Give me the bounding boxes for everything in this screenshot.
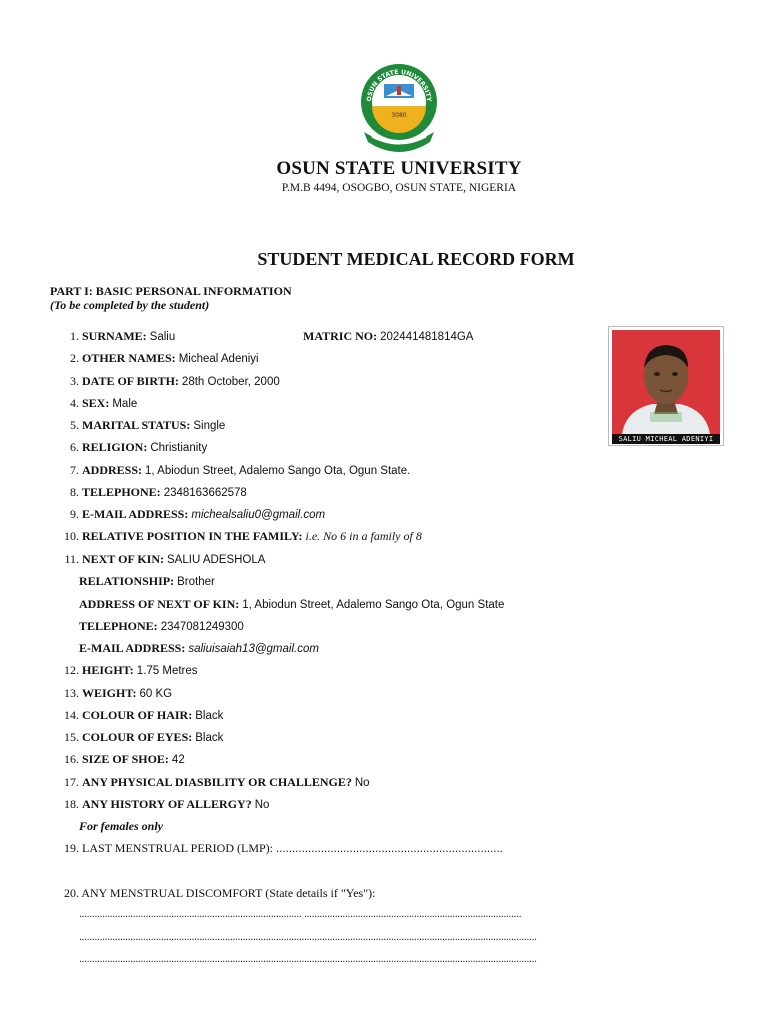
item-next-of-kin: 11. NEXT OF KIN: SALIU ADESHOLA — [64, 552, 266, 566]
seal-arc-text: OSUN STATE UNIVERSITY — [365, 68, 433, 102]
university-name: OSUN STATE UNIVERSITY — [276, 158, 522, 179]
person-portrait-image — [612, 330, 720, 434]
item-last-menstrual-period: 19. LAST MENSTRUAL PERIOD (LMP): ....................................................................... — [64, 841, 503, 855]
item-colour-of-eyes: 15. COLOUR OF EYES: Black — [64, 730, 224, 744]
item-relationship: RELATIONSHIP: Brother — [79, 574, 215, 588]
item-matric-no: MATRIC NO: 202441481814GA — [303, 329, 474, 343]
item-email: 9. E-MAIL ADDRESS: michealsaliu0@gmail.com — [70, 507, 326, 521]
item-next-of-kin-address: ADDRESS OF NEXT OF KIN: 1, Abiodun Street, Adalemo Sango Ota, Ogun State — [79, 597, 505, 611]
part-subtitle: (To be completed by the student) — [50, 298, 210, 312]
item-marital-status: 5. MARITAL STATUS: Single — [70, 418, 226, 432]
item-religion: 6. RELIGION: Christianity — [70, 440, 208, 454]
dotted-answer-line-3: ................................................................................................................................................................................... — [79, 953, 537, 965]
item-relative-position: 10. RELATIVE POSITION IN THE FAMILY: i.e. No 6 in a family of 8 — [64, 529, 422, 543]
item-sex: 4. SEX: Male — [70, 396, 138, 410]
item-size-of-shoe: 16. SIZE OF SHOE: 42 — [64, 752, 185, 766]
item-other-names: 2. OTHER NAMES: Micheal Adeniyi — [70, 351, 259, 365]
item-allergy-history: 18. ANY HISTORY OF ALLERGY? No — [64, 797, 270, 811]
photo-caption: SALIU MICHEAL ADENIYI — [612, 434, 720, 444]
university-seal-logo — [358, 62, 440, 158]
dotted-answer-line-1: ....................................................................................... ..................................................................................... — [79, 908, 522, 920]
part-title: PART I: BASIC PERSONAL INFORMATION — [50, 284, 292, 298]
item-colour-of-hair: 14. COLOUR OF HAIR: Black — [64, 708, 224, 722]
university-address: P.M.B 4494, OSOGBO, OSUN STATE, NIGERIA — [281, 182, 517, 194]
item-telephone: 8. TELEPHONE: 2348163662578 — [70, 485, 247, 499]
item-address: 7. ADDRESS: 1, Abiodun Street, Adalemo Sango Ota, Ogun State. — [70, 463, 411, 477]
seal-number: 3080 — [391, 112, 407, 119]
item-physical-disability: 17. ANY PHYSICAL DIASBILITY OR CHALLENGE? No — [64, 775, 370, 789]
item-next-of-kin-telephone: TELEPHONE: 2347081249300 — [79, 619, 244, 633]
item-height: 12. HEIGHT: 1.75 Metres — [64, 663, 198, 677]
item-date-of-birth: 3. DATE OF BIRTH: 28th October, 2000 — [70, 374, 280, 388]
dotted-answer-line-2: ................................................................................................................................................................................... — [79, 931, 537, 943]
item-weight: 13. WEIGHT: 60 KG — [64, 686, 173, 700]
form-title: STUDENT MEDICAL RECORD FORM — [257, 249, 575, 269]
item-next-of-kin-email: E-MAIL ADDRESS: saliuisaiah13@gmail.com — [79, 641, 319, 655]
females-only-heading: For females only — [79, 819, 163, 833]
passport-photo — [608, 326, 724, 446]
item-menstrual-discomfort: 20. ANY MENSTRUAL DISCOMFORT (State details if "Yes"): — [64, 886, 376, 900]
item-surname: 1. SURNAME: Saliu — [70, 329, 176, 343]
